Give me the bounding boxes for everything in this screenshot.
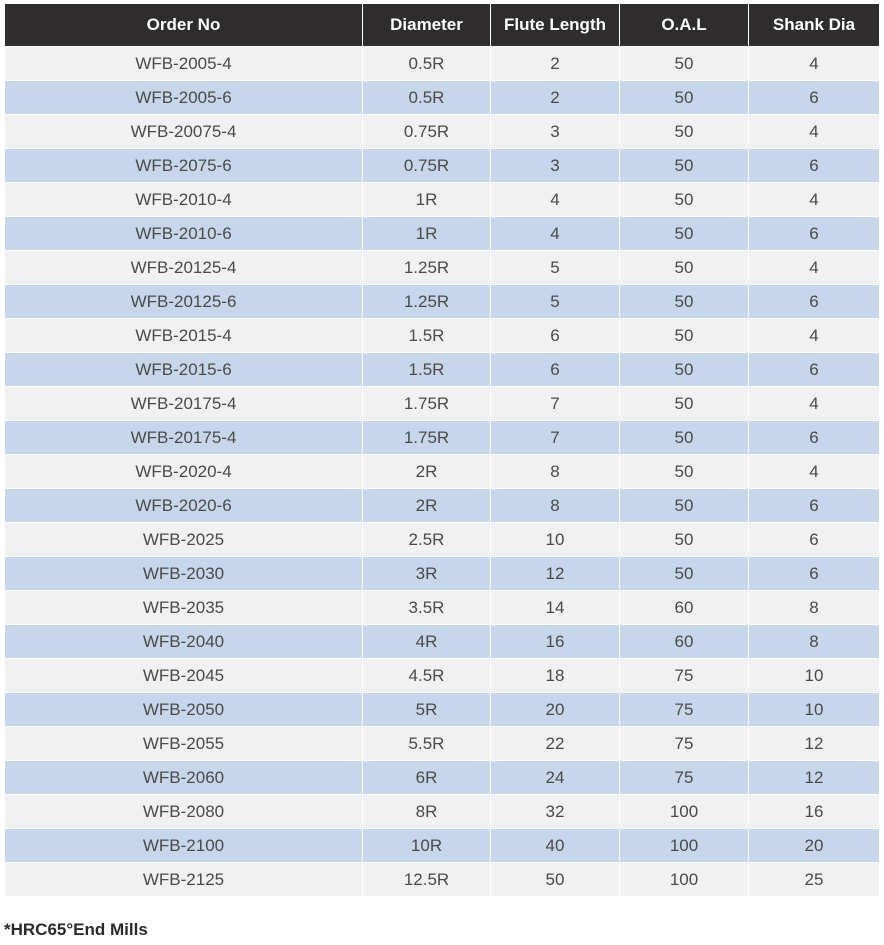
table-row <box>5 182 879 216</box>
diameter-cell: 6R <box>363 760 491 794</box>
oal-cell: 50 <box>620 352 749 386</box>
diameter-cell: 1.75R <box>363 386 491 420</box>
shank-dia-cell: 6 <box>749 556 879 590</box>
flute-length-cell: 16 <box>491 624 620 658</box>
table-row <box>5 216 879 250</box>
order-no-cell: WFB-20125-4 <box>5 250 363 284</box>
shank-dia-cell: 4 <box>749 386 879 420</box>
shank-dia-cell: 12 <box>749 760 879 794</box>
shank-dia-cell: 6 <box>749 522 879 556</box>
oal-cell: 75 <box>620 760 749 794</box>
shank-dia-cell: 10 <box>749 658 879 692</box>
table-row <box>5 488 879 522</box>
shank-dia-cell: 4 <box>749 250 879 284</box>
table-row <box>5 692 879 726</box>
flute-length-cell: 6 <box>491 352 620 386</box>
oal-cell: 100 <box>620 794 749 828</box>
order-no-cell: WFB-2100 <box>5 828 363 862</box>
table-row <box>5 386 879 420</box>
diameter-cell: 1.5R <box>363 352 491 386</box>
table-row <box>5 420 879 454</box>
shank-dia-cell: 4 <box>749 182 879 216</box>
diameter-cell: 1.5R <box>363 318 491 352</box>
flute-length-cell: 8 <box>491 488 620 522</box>
oal-cell: 75 <box>620 692 749 726</box>
flute-length-cell: 50 <box>491 862 620 896</box>
oal-cell: 100 <box>620 862 749 896</box>
flute-length-cell: 14 <box>491 590 620 624</box>
oal-cell: 50 <box>620 420 749 454</box>
oal-cell: 50 <box>620 216 749 250</box>
shank-dia-cell: 8 <box>749 590 879 624</box>
flute-length-cell: 12 <box>491 556 620 590</box>
order-no-cell: WFB-20075-4 <box>5 114 363 148</box>
oal-cell: 75 <box>620 658 749 692</box>
flute-length-cell: 20 <box>491 692 620 726</box>
shank-dia-cell: 8 <box>749 624 879 658</box>
diameter-cell: 1.25R <box>363 284 491 318</box>
order-no-cell: WFB-2035 <box>5 590 363 624</box>
shank-dia-cell: 6 <box>749 80 879 114</box>
flute-length-cell: 7 <box>491 386 620 420</box>
order-no-cell: WFB-2055 <box>5 726 363 760</box>
oal-cell: 50 <box>620 148 749 182</box>
oal-cell: 50 <box>620 182 749 216</box>
header-order-no: Order No <box>5 4 363 46</box>
diameter-cell: 12.5R <box>363 862 491 896</box>
header-diameter: Diameter <box>363 4 491 46</box>
diameter-cell: 5R <box>363 692 491 726</box>
flute-length-cell: 2 <box>491 80 620 114</box>
flute-length-cell: 40 <box>491 828 620 862</box>
footnote: *HRC65°End Mills <box>4 920 148 939</box>
diameter-cell: 2.5R <box>363 522 491 556</box>
flute-length-cell: 5 <box>491 284 620 318</box>
shank-dia-cell: 4 <box>749 318 879 352</box>
table-row <box>5 794 879 828</box>
order-no-cell: WFB-20175-4 <box>5 386 363 420</box>
order-no-cell: WFB-20125-6 <box>5 284 363 318</box>
flute-length-cell: 4 <box>491 182 620 216</box>
flute-length-cell: 6 <box>491 318 620 352</box>
oal-cell: 50 <box>620 114 749 148</box>
oal-cell: 60 <box>620 624 749 658</box>
order-no-cell: WFB-2010-4 <box>5 182 363 216</box>
shank-dia-cell: 6 <box>749 488 879 522</box>
table-row <box>5 352 879 386</box>
diameter-cell: 5.5R <box>363 726 491 760</box>
oal-cell: 50 <box>620 488 749 522</box>
table-row <box>5 46 879 80</box>
table-row <box>5 658 879 692</box>
oal-cell: 50 <box>620 454 749 488</box>
shank-dia-cell: 25 <box>749 862 879 896</box>
flute-length-cell: 10 <box>491 522 620 556</box>
order-no-cell: WFB-2010-6 <box>5 216 363 250</box>
oal-cell: 50 <box>620 46 749 80</box>
shank-dia-cell: 4 <box>749 454 879 488</box>
flute-length-cell: 7 <box>491 420 620 454</box>
table-row <box>5 454 879 488</box>
flute-length-cell: 4 <box>491 216 620 250</box>
order-no-cell: WFB-2030 <box>5 556 363 590</box>
flute-length-cell: 32 <box>491 794 620 828</box>
order-no-cell: WFB-2080 <box>5 794 363 828</box>
oal-cell: 50 <box>620 556 749 590</box>
shank-dia-cell: 10 <box>749 692 879 726</box>
table-row <box>5 862 879 896</box>
table-row <box>5 250 879 284</box>
header-oal: O.A.L <box>620 4 749 46</box>
order-no-cell: WFB-2005-4 <box>5 46 363 80</box>
order-no-cell: WFB-2050 <box>5 692 363 726</box>
shank-dia-cell: 20 <box>749 828 879 862</box>
flute-length-cell: 18 <box>491 658 620 692</box>
shank-dia-cell: 6 <box>749 420 879 454</box>
flute-length-cell: 2 <box>491 46 620 80</box>
oal-cell: 50 <box>620 284 749 318</box>
diameter-cell: 4R <box>363 624 491 658</box>
order-no-cell: WFB-2045 <box>5 658 363 692</box>
table-row <box>5 318 879 352</box>
flute-length-cell: 3 <box>491 148 620 182</box>
order-no-cell: WFB-2075-6 <box>5 148 363 182</box>
header-shank-dia: Shank Dia <box>749 4 879 46</box>
diameter-cell: 0.5R <box>363 46 491 80</box>
table-row <box>5 760 879 794</box>
order-no-cell: WFB-2020-4 <box>5 454 363 488</box>
oal-cell: 60 <box>620 590 749 624</box>
shank-dia-cell: 4 <box>749 114 879 148</box>
order-no-cell: WFB-2040 <box>5 624 363 658</box>
table-row <box>5 624 879 658</box>
oal-cell: 50 <box>620 318 749 352</box>
oal-cell: 100 <box>620 828 749 862</box>
oal-cell: 50 <box>620 250 749 284</box>
diameter-cell: 0.75R <box>363 114 491 148</box>
diameter-cell: 2R <box>363 454 491 488</box>
table-row <box>5 284 879 318</box>
shank-dia-cell: 6 <box>749 148 879 182</box>
order-no-cell: WFB-2015-4 <box>5 318 363 352</box>
table-row <box>5 556 879 590</box>
diameter-cell: 1.75R <box>363 420 491 454</box>
table-row <box>5 80 879 114</box>
shank-dia-cell: 6 <box>749 216 879 250</box>
oal-cell: 75 <box>620 726 749 760</box>
order-no-cell: WFB-2025 <box>5 522 363 556</box>
flute-length-cell: 8 <box>491 454 620 488</box>
shank-dia-cell: 4 <box>749 46 879 80</box>
spec-table <box>5 4 879 896</box>
order-no-cell: WFB-2005-6 <box>5 80 363 114</box>
oal-cell: 50 <box>620 386 749 420</box>
table-row <box>5 148 879 182</box>
diameter-cell: 2R <box>363 488 491 522</box>
table-row <box>5 590 879 624</box>
oal-cell: 50 <box>620 522 749 556</box>
flute-length-cell: 5 <box>491 250 620 284</box>
diameter-cell: 1R <box>363 216 491 250</box>
table-row <box>5 828 879 862</box>
oal-cell: 50 <box>620 80 749 114</box>
diameter-cell: 3.5R <box>363 590 491 624</box>
table-body <box>5 46 879 896</box>
order-no-cell: WFB-20175-4 <box>5 420 363 454</box>
diameter-cell: 0.5R <box>363 80 491 114</box>
diameter-cell: 3R <box>363 556 491 590</box>
table-header-row <box>5 4 879 46</box>
order-no-cell: WFB-2015-6 <box>5 352 363 386</box>
order-no-cell: WFB-2060 <box>5 760 363 794</box>
table-row <box>5 726 879 760</box>
flute-length-cell: 3 <box>491 114 620 148</box>
table-row <box>5 522 879 556</box>
diameter-cell: 10R <box>363 828 491 862</box>
shank-dia-cell: 16 <box>749 794 879 828</box>
shank-dia-cell: 6 <box>749 352 879 386</box>
diameter-cell: 1R <box>363 182 491 216</box>
diameter-cell: 1.25R <box>363 250 491 284</box>
diameter-cell: 4.5R <box>363 658 491 692</box>
shank-dia-cell: 12 <box>749 726 879 760</box>
order-no-cell: WFB-2020-6 <box>5 488 363 522</box>
header-flute-length: Flute Length <box>491 4 620 46</box>
order-no-cell: WFB-2125 <box>5 862 363 896</box>
flute-length-cell: 22 <box>491 726 620 760</box>
shank-dia-cell: 6 <box>749 284 879 318</box>
table-row <box>5 114 879 148</box>
flute-length-cell: 24 <box>491 760 620 794</box>
diameter-cell: 0.75R <box>363 148 491 182</box>
diameter-cell: 8R <box>363 794 491 828</box>
